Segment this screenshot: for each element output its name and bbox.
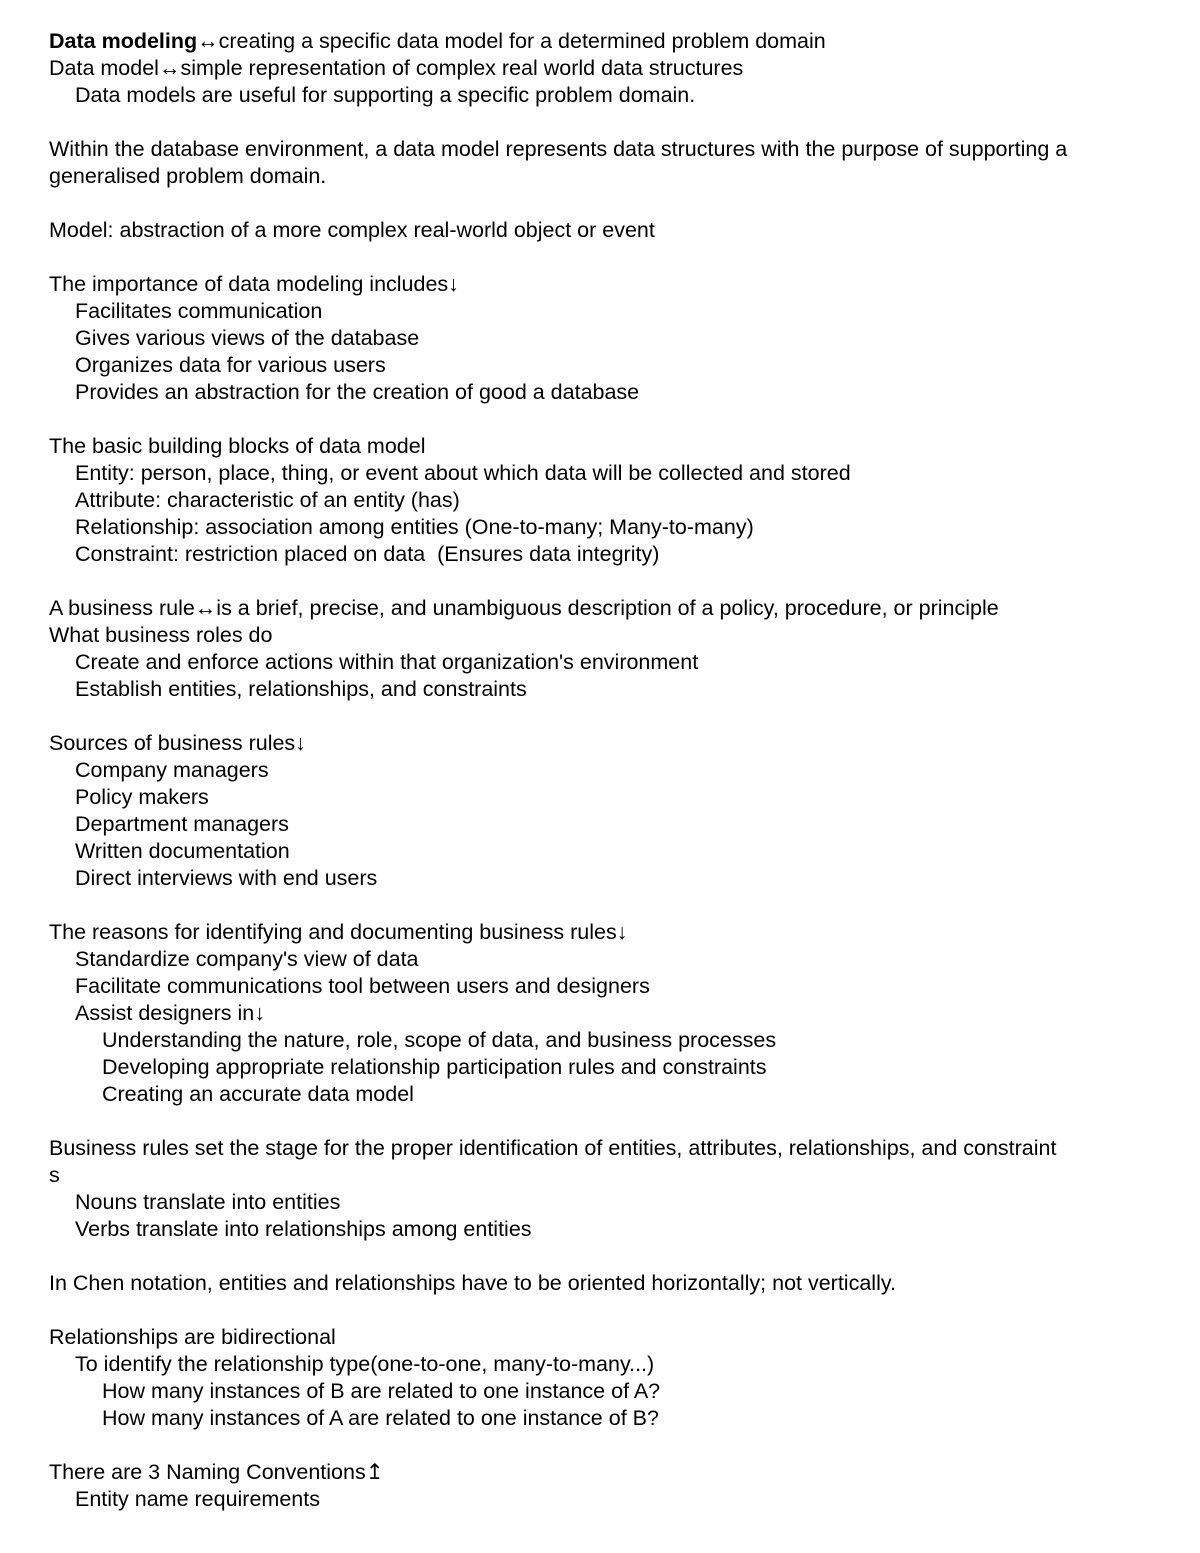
- indented-text-line: Policy makers: [75, 785, 209, 809]
- paragraph-spacer: [49, 703, 1159, 730]
- text-span: ↔creating a specific data model for a determined problem domain: [197, 29, 826, 53]
- text-line: What business roles do: [49, 623, 273, 647]
- indented-text-line: Facilitate communications tool between users and designers: [75, 974, 650, 998]
- bold-term: Data modeling: [49, 29, 198, 53]
- text-line: The importance of data modeling includes↓: [49, 272, 459, 296]
- indented-text-line: Entity name requirements: [75, 1487, 320, 1511]
- indented-text-line: Entity: person, place, thing, or event about which data will be collected and stored: [75, 461, 851, 485]
- indented-text-line: Assist designers in↓: [75, 1001, 265, 1025]
- text-line: Relationships are bidirectional: [49, 1325, 336, 1349]
- text-line: Model: abstraction of a more complex real-world object or event: [49, 218, 655, 242]
- indented-text-line: Provides an abstraction for the creation of good a database: [75, 380, 640, 404]
- indented-text-line: Create and enforce actions within that organization's environment: [75, 650, 699, 674]
- indented-text-line: Facilitates communication: [75, 299, 323, 323]
- indented-text-line: Constraint: restriction placed on data (Ensures data integrity): [75, 542, 660, 566]
- text-line: [49, 28, 1159, 55]
- indented-text-line: How many instances of B are related to one instance of A?: [102, 1379, 661, 1403]
- paragraph-spacer: [49, 1432, 1159, 1459]
- indented-text-line: Nouns translate into entities: [75, 1190, 341, 1214]
- indented-text-line: Establish entities, relationships, and constraints: [75, 677, 527, 701]
- indented-text-line: Direct interviews with end users: [75, 866, 378, 890]
- paragraph-spacer: [49, 244, 1159, 271]
- text-line: Data model↔simple representation of complex real world data structures: [49, 56, 744, 80]
- indented-text-line: Gives various views of the database: [75, 326, 420, 350]
- text-line: Sources of business rules↓: [49, 731, 306, 755]
- indented-text-line: Organizes data for various users: [75, 353, 386, 377]
- paragraph-spacer: [49, 190, 1159, 217]
- paragraph-spacer: [49, 568, 1159, 595]
- paragraph-spacer: [49, 1108, 1159, 1135]
- text-line: The basic building blocks of data model: [49, 434, 426, 458]
- indented-text-line: Company managers: [75, 758, 269, 782]
- paragraph-spacer: [49, 892, 1159, 919]
- text-line: s: [49, 1163, 60, 1187]
- text-line: There are 3 Naming Conventions↥: [49, 1460, 384, 1484]
- indented-text-line: Written documentation: [75, 839, 290, 863]
- indented-text-line: Standardize company's view of data: [75, 947, 419, 971]
- indented-text-line: To identify the relationship type(one-to-one, many-to-many...): [75, 1352, 655, 1376]
- indented-text-line: How many instances of A are related to one instance of B?: [102, 1406, 659, 1430]
- text-line: Business rules set the stage for the proper identification of entities, attributes, relationships, and constraint: [49, 1136, 1057, 1160]
- indented-text-line: Verbs translate into relationships among entities: [75, 1217, 532, 1241]
- indented-text-line: Creating an accurate data model: [102, 1082, 414, 1106]
- indented-text-line: Attribute: characteristic of an entity (has): [75, 488, 460, 512]
- text-line: The reasons for identifying and documenting business rules↓: [49, 920, 628, 944]
- indented-text-line: Relationship: association among entities (One-to-many; Many-to-many): [75, 515, 754, 539]
- text-line: A business rule↔is a brief, precise, and unambiguous description of a policy, procedure, or principle: [49, 596, 999, 620]
- paragraph-spacer: [49, 1297, 1159, 1324]
- text-line: Within the database environment, a data model represents data structures with the purpose of supporting a generalised problem domain.: [49, 137, 1074, 188]
- document-body: [49, 28, 1159, 1513]
- indented-text-line: Developing appropriate relationship participation rules and constraints: [102, 1055, 767, 1079]
- indented-text-line: Understanding the nature, role, scope of data, and business processes: [102, 1028, 777, 1052]
- indented-text-line: Department managers: [75, 812, 289, 836]
- paragraph-spacer: [49, 406, 1159, 433]
- paragraph-spacer: [49, 109, 1159, 136]
- paragraph-spacer: [49, 1243, 1159, 1270]
- indented-text-line: Data models are useful for supporting a specific problem domain.: [75, 83, 696, 107]
- text-line: In Chen notation, entities and relationships have to be oriented horizontally; not vertically.: [49, 1271, 896, 1295]
